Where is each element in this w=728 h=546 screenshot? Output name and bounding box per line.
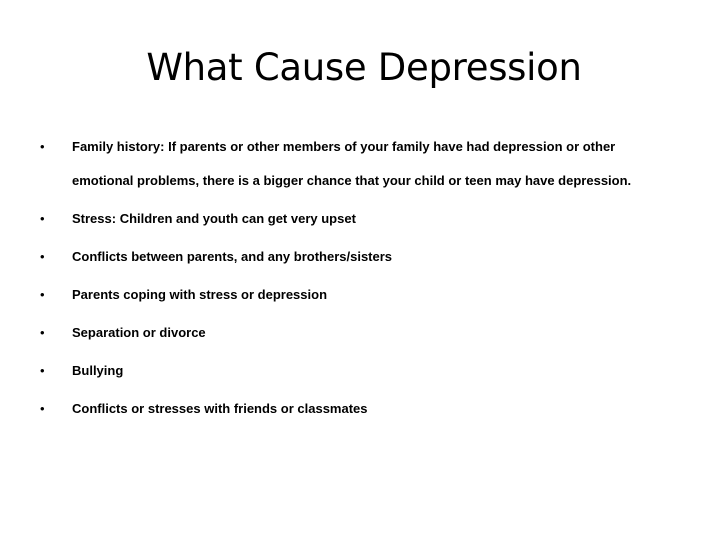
bullet-item-bullying bbox=[40, 352, 700, 390]
bullet-item-family-history bbox=[40, 128, 700, 200]
bullet-text: Parents coping with stress or depression bbox=[72, 287, 328, 302]
bullet-text: Conflicts or stresses with friends or classmates bbox=[72, 401, 368, 416]
bullet-marker: • bbox=[40, 249, 45, 264]
bullet-item-friends-conflicts bbox=[40, 390, 700, 428]
bullet-text: Separation or divorce bbox=[72, 325, 206, 340]
bullet-text: Family history: If parents or other members of your family have had depression or other bbox=[72, 139, 616, 154]
bullet-list bbox=[40, 140, 700, 428]
bullet-marker: • bbox=[40, 211, 45, 226]
bullet-text-continued: emotional problems, there is a bigger chance that your child or teen may have depression. bbox=[72, 173, 632, 188]
slide-title: What Cause Depression bbox=[146, 46, 582, 89]
bullet-text: Conflicts between parents, and any brothers/sisters bbox=[72, 249, 393, 264]
bullet-marker: • bbox=[40, 363, 45, 378]
bullet-text: Bullying bbox=[72, 363, 124, 378]
bullet-marker: • bbox=[40, 139, 45, 154]
bullet-marker: • bbox=[40, 325, 45, 340]
bullet-marker: • bbox=[40, 287, 45, 302]
bullet-item-parents-coping bbox=[40, 276, 700, 314]
bullet-text: Stress: Children and youth can get very upset bbox=[72, 211, 356, 226]
bullet-item-stress bbox=[40, 200, 700, 238]
bullet-item-conflicts-parents bbox=[40, 238, 700, 276]
bullet-marker: • bbox=[40, 401, 45, 416]
bullet-item-separation bbox=[40, 314, 700, 352]
